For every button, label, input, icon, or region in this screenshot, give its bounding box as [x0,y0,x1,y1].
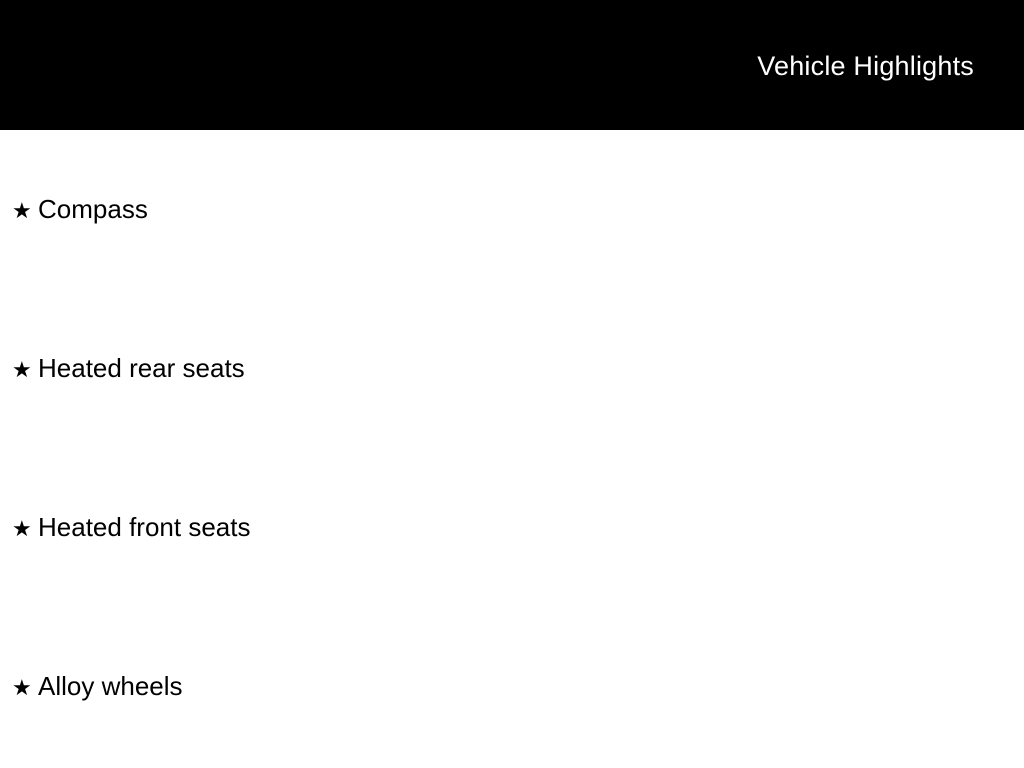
star-icon: ★ [12,198,32,223]
list-item-label: Heated rear seats [38,353,245,383]
list-item-label: Alloy wheels [38,671,183,701]
list-item [0,607,1024,766]
list-item [0,448,1024,607]
star-icon: ★ [12,675,32,700]
page-title: Vehicle Highlights [757,51,974,81]
header-bar [0,0,1024,130]
list-item [0,289,1024,448]
list-item-label: Heated front seats [38,512,251,542]
star-icon: ★ [12,516,32,541]
list-item [0,130,1024,289]
star-icon: ★ [12,357,32,382]
vehicle-highlights-list [0,130,1024,766]
list-item-label: Compass [38,194,148,224]
